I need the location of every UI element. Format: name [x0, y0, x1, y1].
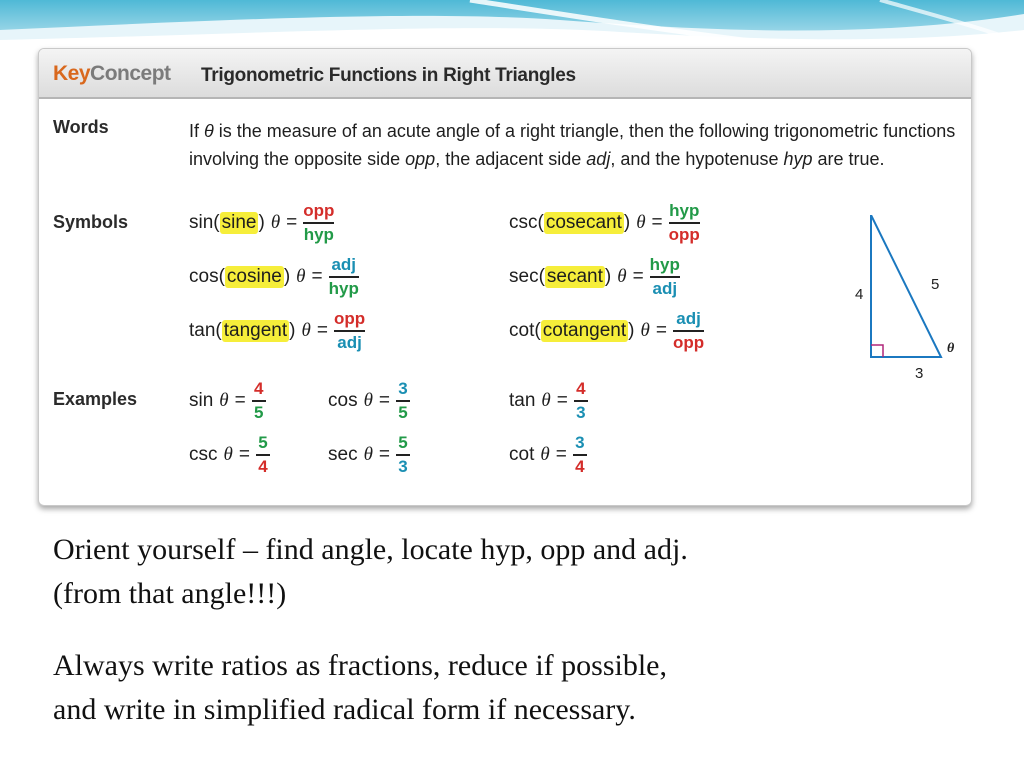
key-concept-card [38, 48, 972, 506]
note-line-2: (from that angle!!!) [53, 577, 287, 610]
identity-csc: csc ( cosecant ) θ = $\frac{\text{hyp}}{\text{opp}}$ [509, 201, 700, 244]
card-title: Trigonometric Functions in Right Triangles [201, 65, 576, 86]
identity-sec: sec ( secant ) θ = $\frac{\text{hyp}}{\text{adj}}$ [509, 255, 680, 298]
example-cot: cot θ = $\frac{3}{4}$ [509, 429, 587, 481]
right-triangle-diagram [837, 215, 967, 385]
right-angle-mark [871, 345, 883, 357]
highlight-cosine: cosine [226, 266, 282, 287]
fraction: $\frac{4}{5}$ [252, 379, 266, 423]
fraction: $\frac{\text{opp}}{\text{hyp}}$ [303, 201, 335, 244]
card-header [39, 49, 971, 99]
example-cos: cos θ = $\frac{3}{5}$ [328, 375, 410, 427]
fraction: $\frac{\text{adj}}{\text{hyp}}$ [328, 255, 359, 298]
examples-label: Examples [53, 389, 138, 409]
example-csc: csc θ = $\frac{5}{4}$ [189, 429, 270, 481]
note-line-3: Always write ratios as fractions, reduce if possible, [53, 649, 667, 682]
highlight-sine: sine [221, 212, 257, 233]
identity-tan: tan ( tangent ) θ = $\frac{\text{opp}}{\text{adj}}$ [189, 309, 366, 352]
highlight-secant: secant [546, 266, 603, 287]
example-tan: tan θ = $\frac{4}{3}$ [509, 375, 588, 427]
example-sec: sec θ = $\frac{5}{3}$ [328, 429, 410, 481]
identity-cot: cot ( cotangent ) θ = $\frac{\text{adj}}{\text{opp}}$ [509, 309, 705, 352]
example-sin: sin θ = $\frac{4}{5}$ [189, 375, 266, 427]
fraction: $\frac{\text{hyp}}{\text{opp}}$ [668, 201, 700, 244]
fraction: $\frac{\text{opp}}{\text{adj}}$ [333, 309, 366, 352]
side-label-bottom: 3 [915, 365, 924, 382]
note-line-4: and write in simplified radical form if necessary. [53, 693, 636, 726]
words-label: Words [53, 117, 109, 137]
words-text: If θ is the measure of an acute angle of a right triangle, then the following trigonometric functions involving the opposite side opp, the adjacent side adj, and the hypotenuse hyp are true. [189, 121, 956, 169]
fraction: $\frac{4}{3}$ [574, 379, 588, 423]
side-label-hyp: 5 [931, 276, 940, 293]
highlight-cosecant: cosecant [545, 212, 622, 233]
fraction: $\frac{5}{4}$ [256, 433, 270, 477]
fraction: $\frac{\text{adj}}{\text{opp}}$ [672, 309, 705, 352]
identity-sin: sin ( sine ) θ = $\frac{\text{opp}}{\text{hyp}}$ [189, 201, 335, 244]
fraction: $\frac{\text{hyp}}{\text{adj}}$ [649, 255, 680, 298]
identity-cos: cos ( cosine ) θ = $\frac{\text{adj}}{\text{hyp}}$ [189, 255, 359, 298]
fraction: $\frac{3}{5}$ [396, 379, 410, 423]
fraction: $\frac{5}{3}$ [396, 433, 410, 477]
fraction: $\frac{3}{4}$ [573, 433, 587, 477]
note-orient [53, 528, 993, 616]
slide-header-decoration [0, 0, 1024, 48]
symbols-label: Symbols [53, 212, 129, 232]
highlight-tangent: tangent [223, 320, 288, 341]
side-label-left: 4 [855, 286, 864, 303]
key-concept-logo: KeyConcept [53, 62, 171, 85]
note-line-1: Orient yourself – find angle, locate hyp, opp and adj. [53, 533, 688, 566]
note-ratios [53, 644, 993, 732]
angle-label-theta: θ [947, 341, 955, 356]
highlight-cotangent: cotangent [542, 320, 627, 341]
